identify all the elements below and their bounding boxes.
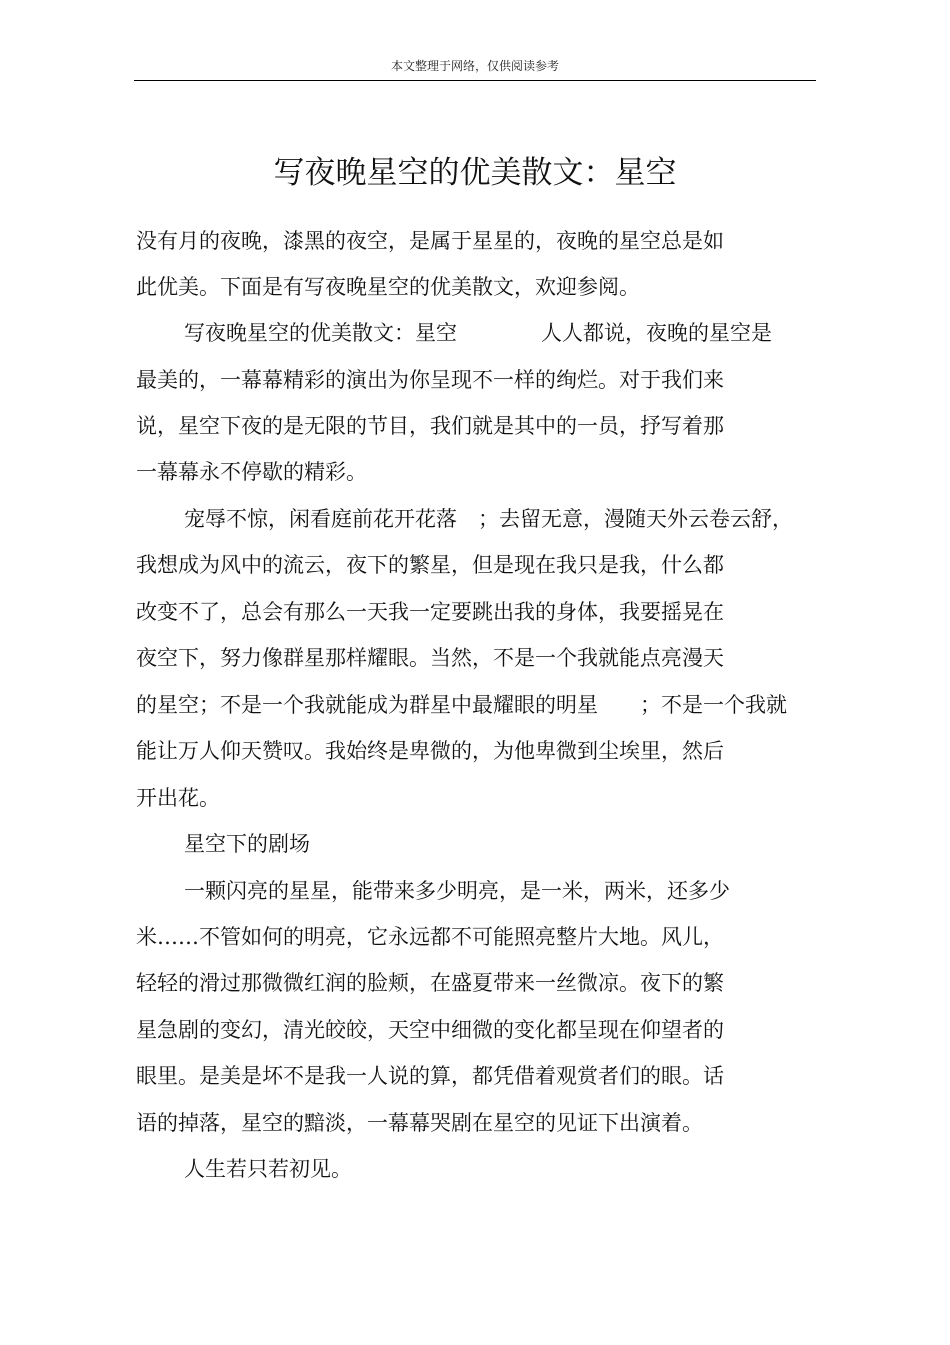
body-line: 夜空下，努力像群星那样耀眼。当然，不是一个我就能点亮漫天 bbox=[136, 646, 724, 670]
section-heading: 星空下的剧场 bbox=[184, 832, 310, 856]
body-line: 开出花。 bbox=[136, 786, 220, 810]
body-line: 说，星空下夜的是无限的节目，我们就是其中的一员，抒写着那 bbox=[136, 414, 724, 438]
body-line: 语的掉落，星空的黯淡，一幕幕哭剧在星空的见证下出演着。 bbox=[136, 1111, 703, 1135]
body-line: 我想成为风中的流云，夜下的繁星，但是现在我只是我，什么都 bbox=[136, 553, 724, 577]
body-line: 一颗闪亮的星星，能带来多少明亮，是一米，两米，还多少 bbox=[184, 879, 730, 903]
body-line: 改变不了，总会有那么一天我一定要跳出我的身体，我要摇晃在 bbox=[136, 600, 724, 624]
body-line: 的星空；不是一个我就能成为群星中最耀眼的明星 ；不是一个我就 bbox=[136, 693, 787, 717]
body-line: 一幕幕永不停歇的精彩。 bbox=[136, 460, 367, 484]
body-line: 写夜晚星空的优美散文：星空 人人都说，夜晚的星空是 bbox=[184, 321, 772, 345]
body-line: 米……不管如何的明亮，它永远都不可能照亮整片大地。风儿， bbox=[136, 925, 724, 949]
header-rule bbox=[134, 80, 816, 81]
document-title: 写夜晚星空的优美散文：星空 bbox=[273, 155, 677, 191]
body-line: 此优美。下面是有写夜晚星空的优美散文，欢迎参阅。 bbox=[136, 275, 640, 299]
body-line: 星急剧的变幻，清光皎皎，天空中细微的变化都呈现在仰望者的 bbox=[136, 1018, 724, 1042]
body-line: 人生若只若初见。 bbox=[184, 1157, 352, 1181]
body-line: 能让万人仰天赞叹。我始终是卑微的，为他卑微到尘埃里，然后 bbox=[136, 739, 724, 763]
body-line: 宠辱不惊，闲看庭前花开花落 ；去留无意，漫随天外云卷云舒， bbox=[184, 507, 793, 531]
body-line: 最美的，一幕幕精彩的演出为你呈现不一样的绚烂。对于我们来 bbox=[136, 368, 724, 392]
body-line: 眼里。是美是坏不是我一人说的算，都凭借着观赏者们的眼。话 bbox=[136, 1064, 724, 1088]
body-line: 没有月的夜晚，漆黑的夜空，是属于星星的，夜晚的星空总是如 bbox=[136, 229, 724, 253]
body-line: 轻轻的滑过那微微红润的脸颊，在盛夏带来一丝微凉。夜下的繁 bbox=[136, 971, 724, 995]
page-header: 本文整理于网络，仅供阅读参考 bbox=[390, 59, 559, 73]
